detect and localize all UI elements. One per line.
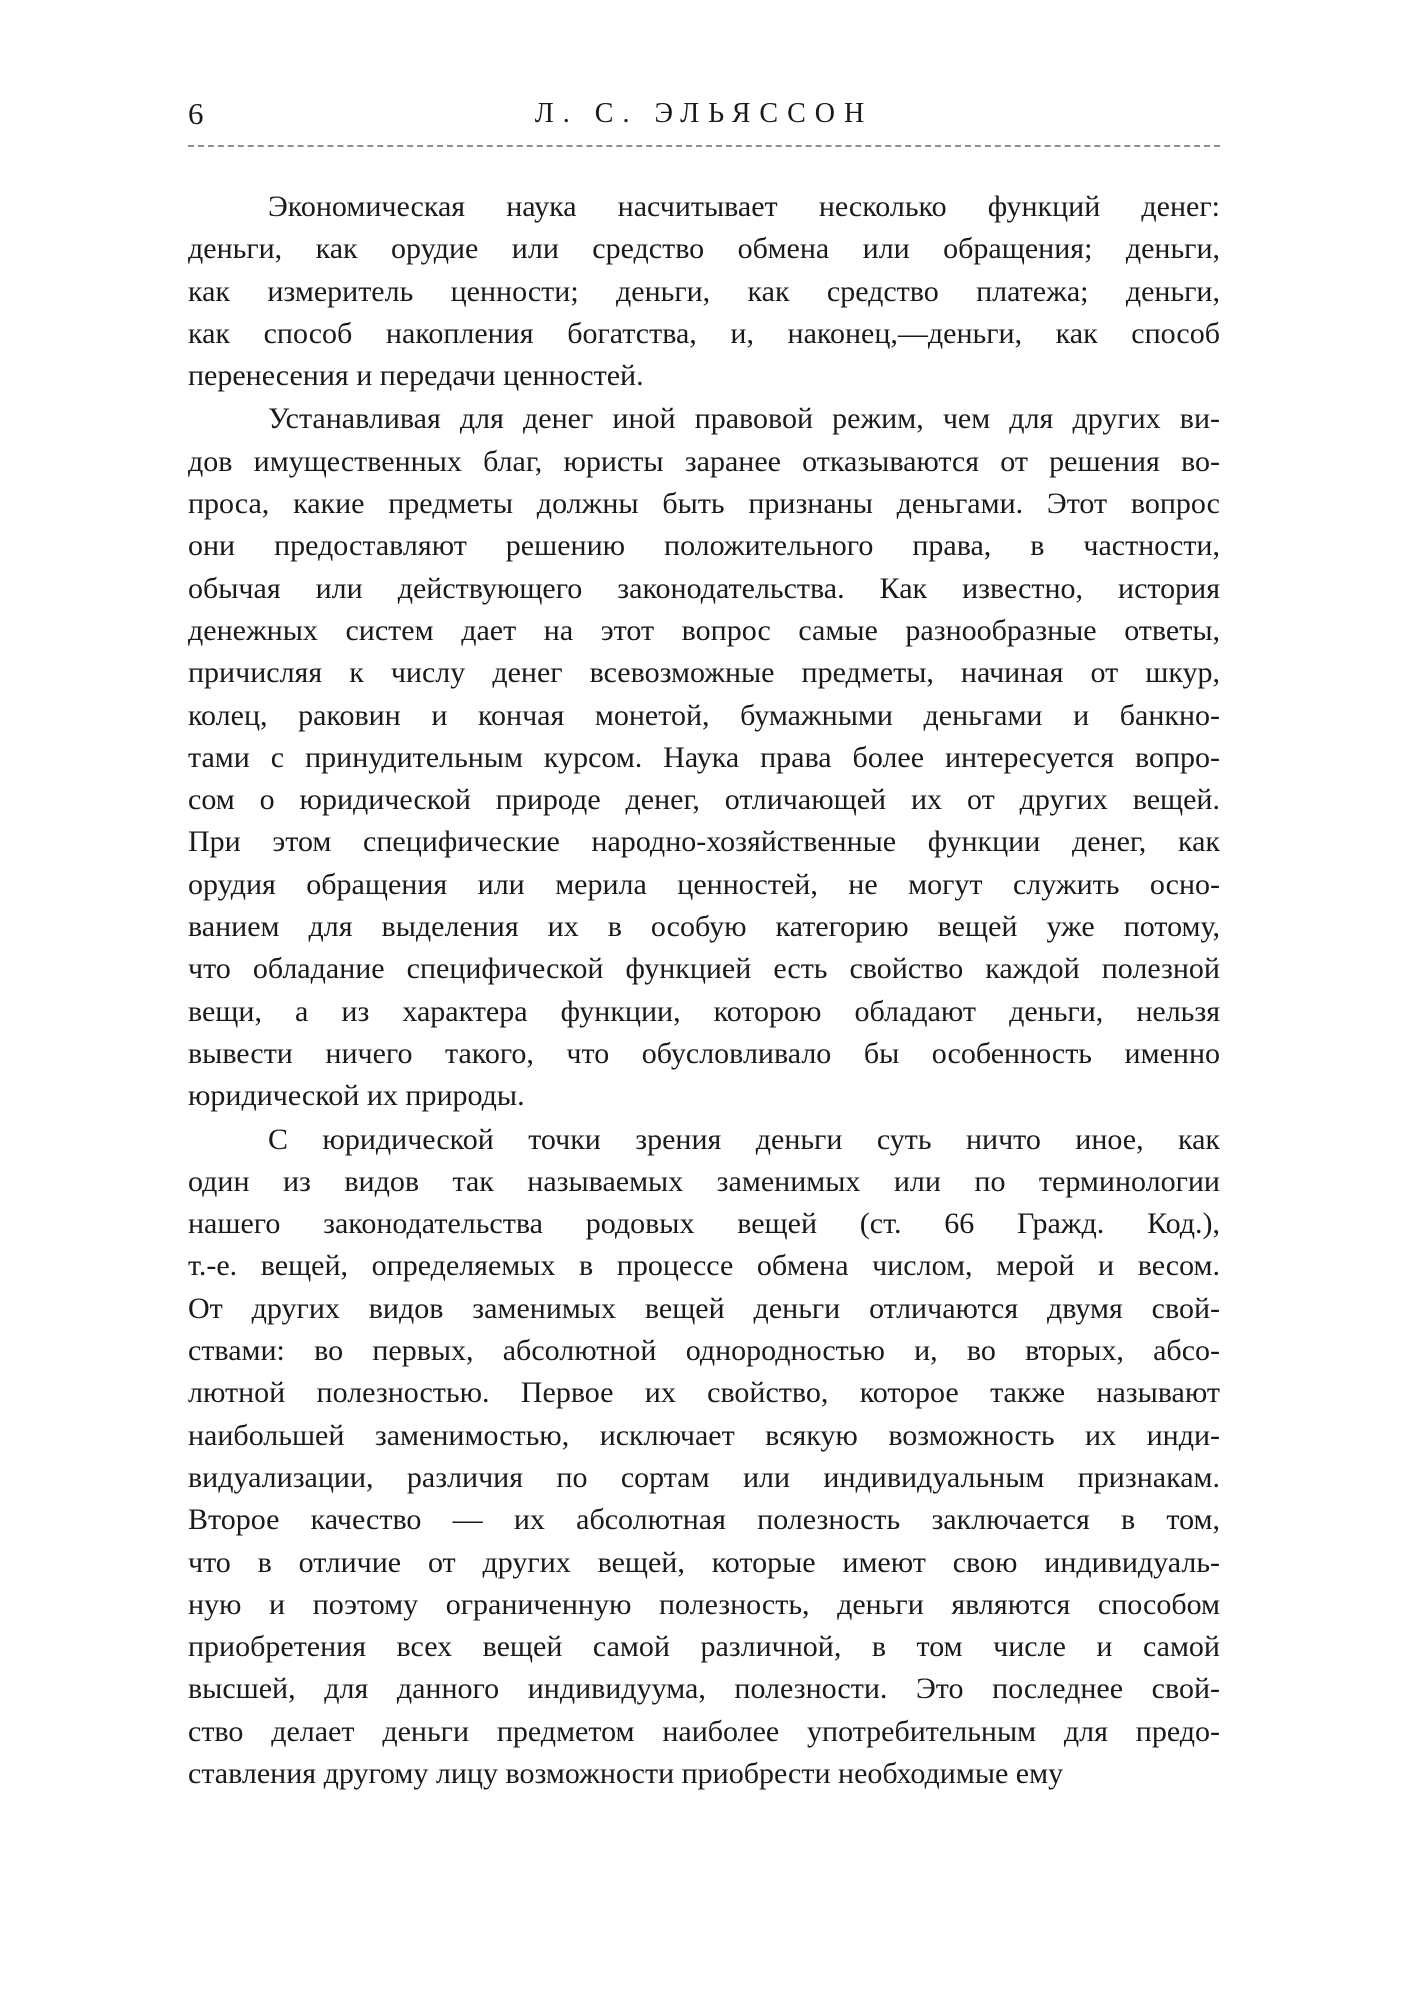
body-text [188, 186, 1220, 1796]
text-line: они предоставляют решению положительного права, в частности, [188, 529, 1220, 563]
text-line: ствами: во первых, абсолютной однородностью и, во вторых, абсо- [188, 1334, 1220, 1368]
text-line: денежных систем дает на этот вопрос самые разнообразные ответы, [188, 613, 1220, 647]
text-line: обычая или действующего законодательства. Как известно, история [188, 571, 1220, 605]
text-line: Экономическая наука насчитывает несколько функций денег: [268, 190, 1220, 223]
text-line: дов имущественных благ, юристы заранее отказываются от решения во- [188, 444, 1220, 478]
text-line: юридической их природы. [188, 1079, 525, 1113]
text-line: как способ накопления богатства, и, наконец,—деньги, как способ [188, 316, 1220, 350]
text-line: вещи, а из характера функции, которою обладают деньги, нельзя [188, 994, 1220, 1028]
text-line: От других видов заменимых вещей деньги отличаются двумя свой- [188, 1291, 1220, 1325]
running-head [188, 96, 1220, 136]
text-line: Второе качество — их абсолютная полезность заключается в том, [188, 1503, 1220, 1537]
text-line: видуализации, различия по сортам или индивидуальным признакам. [188, 1460, 1220, 1494]
text-line: ванием для выделения их в особую категорию вещей уже потому, [188, 910, 1220, 944]
text-line: орудия обращения или мерила ценностей, не могут служить осно- [188, 867, 1220, 901]
text-line: вывести ничего такого, что обусловливало бы особенность именно [188, 1036, 1220, 1070]
header-rule [188, 145, 1220, 147]
text-line: что в отличие от других вещей, которые имеют свою индивидуаль- [188, 1545, 1220, 1579]
text-line: перенесения и передачи ценностей. [188, 359, 644, 393]
paragraph [188, 186, 1220, 397]
text-line: причисляя к числу денег всевозможные предметы, начиная от шкур, [188, 656, 1220, 690]
paragraph [188, 1119, 1220, 1796]
text-line: сом о юридической природе денег, отличающей их от других вещей. [188, 783, 1220, 817]
text-line: нашего законодательства родовых вещей (ст. 66 Гражд. Код.), [188, 1207, 1220, 1241]
text-line: лютной полезностью. Первое их свойство, которое также называют [188, 1376, 1220, 1410]
text-line: один из видов так называемых заменимых или по терминологии [188, 1164, 1220, 1198]
text-line: высшей, для данного индивидуума, полезности. Это последнее свой- [188, 1672, 1220, 1706]
text-line: Устанавливая для денег иной правовой режим, чем для других ви- [268, 402, 1220, 436]
text-line: колец, раковин и кончая монетой, бумажными деньгами и банкно- [188, 698, 1220, 732]
text-line: приобретения всех вещей самой различной, в том числе и самой [188, 1630, 1220, 1664]
text-line: тами с принудительным курсом. Наука права более интересуется вопро- [188, 740, 1220, 774]
text-line: С юридической точки зрения деньги суть ничто иное, как [268, 1122, 1220, 1156]
text-line: как измеритель ценности; деньги, как средство платежа; деньги, [188, 274, 1220, 308]
text-line: При этом специфические народно-хозяйственные функции денег, как [188, 825, 1220, 859]
text-line: ную и поэтому ограниченную полезность, деньги являются способом [188, 1587, 1220, 1621]
running-head-title: Л. С. ЭЛЬЯССОН [534, 98, 874, 129]
text-line: деньги, как орудие или средство обмена или обращения; деньги, [188, 232, 1220, 266]
paragraph [188, 398, 1220, 1117]
page-number: 6 [188, 96, 205, 131]
text-line: наибольшей заменимостью, исключает всякую возможность их инди- [188, 1418, 1220, 1452]
text-line: ставления другому лицу возможности приобрести необходимые ему [188, 1756, 1064, 1790]
text-line: что обладание специфической функцией есть свойство каждой полезной [188, 952, 1220, 986]
text-line: проса, какие предметы должны быть признаны деньгами. Этот вопрос [188, 487, 1220, 521]
text-line: т.-е. вещей, определяемых в процессе обмена числом, мерой и весом. [188, 1249, 1220, 1283]
text-line: ство делает деньги предметом наиболее употребительным для предо- [188, 1714, 1220, 1748]
